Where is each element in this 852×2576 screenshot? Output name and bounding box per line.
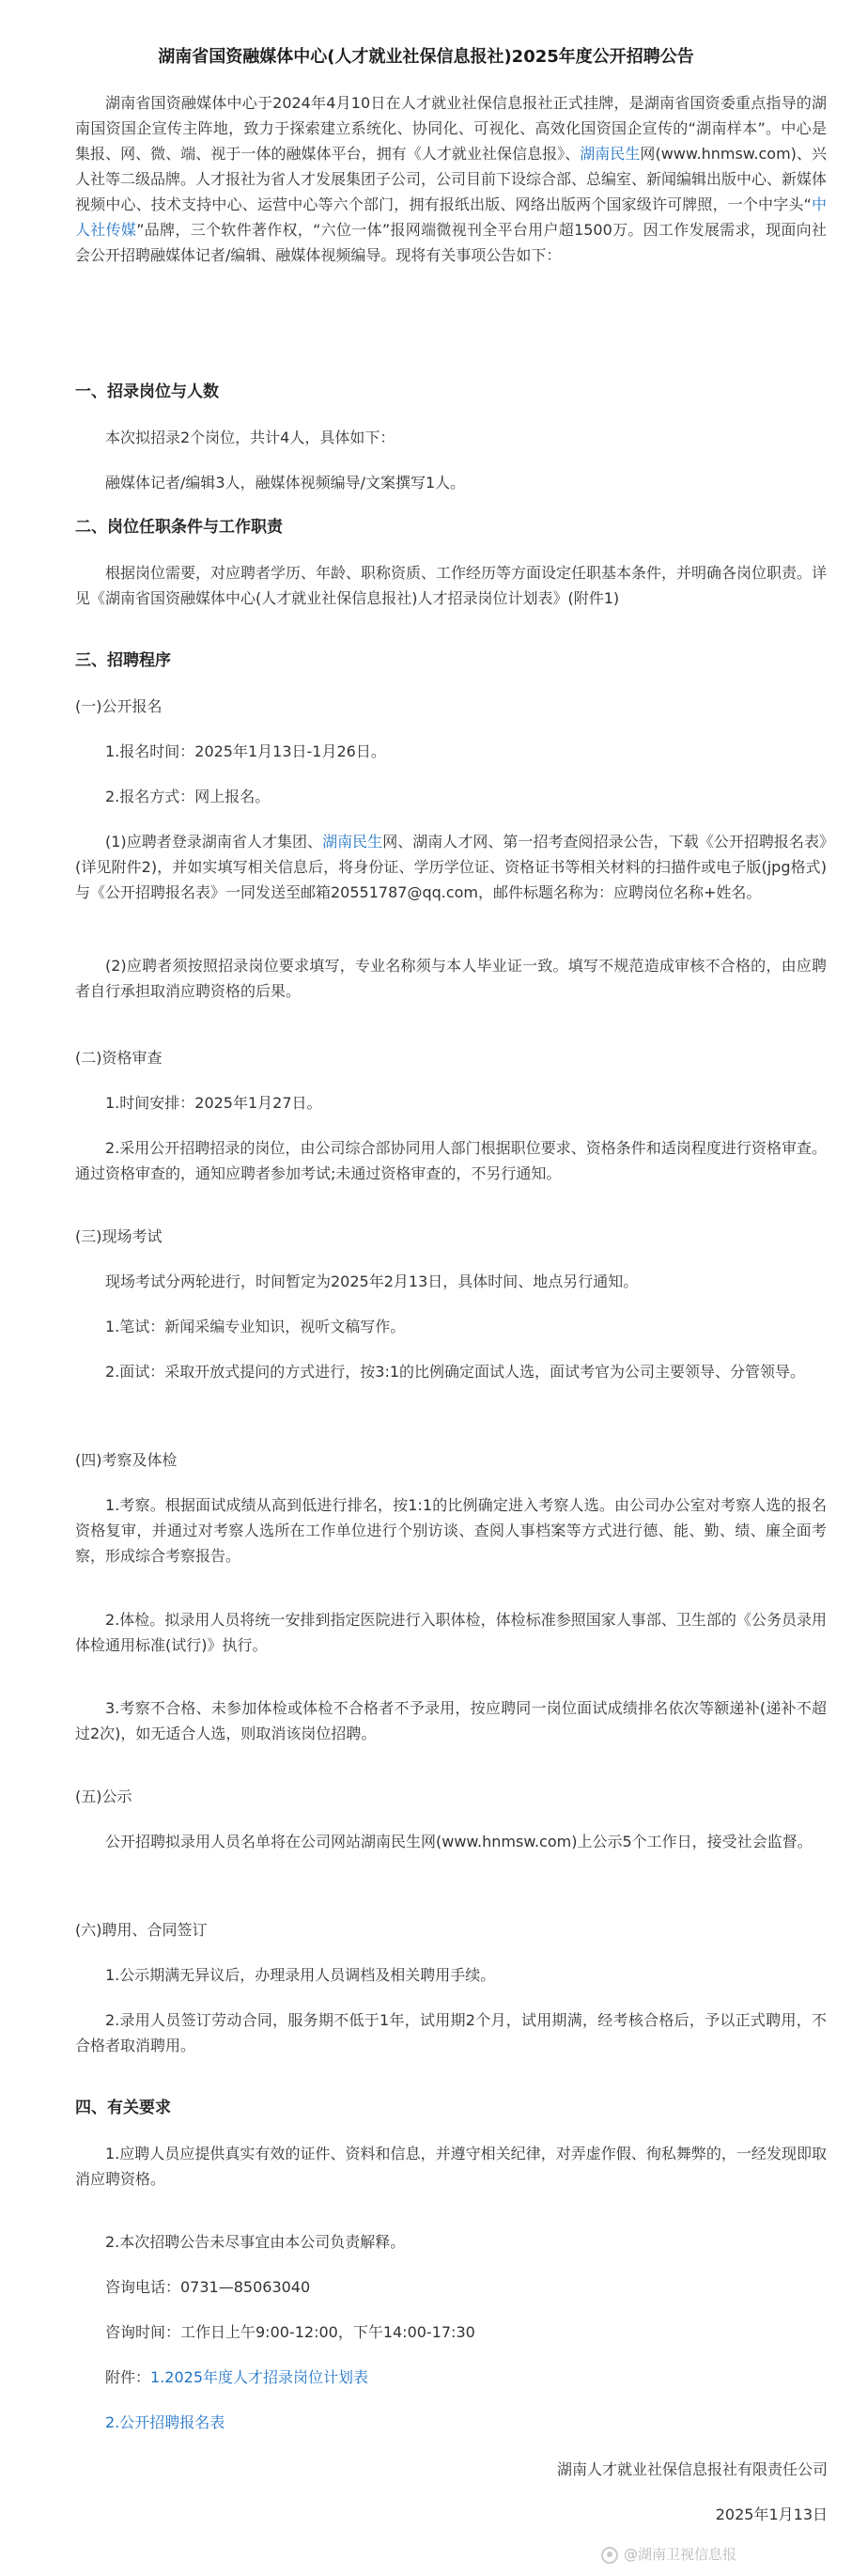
section-3-heading: 三、招聘程序 <box>75 651 171 670</box>
s3-sub5-heading: (五)公示 <box>75 1788 132 1805</box>
s3-sub4-heading: (四)考察及体检 <box>75 1451 178 1469</box>
section-4-heading: 四、有关要求 <box>75 2099 171 2117</box>
attachment-2-line <box>105 2410 225 2435</box>
s4-line-phone: 咨询电话：0731—85063040 <box>105 2278 311 2296</box>
page-title: 湖南省国资融媒体中心(人才就业社保信息报社)2025年度公开招聘公告 <box>158 47 694 67</box>
s3-sub1-line-1: 1.报名时间：2025年1月13日-1月26日。 <box>105 742 386 760</box>
signature-org: 湖南人才就业社保信息报社有限责任公司 <box>556 2460 828 2478</box>
s3-sub3-heading: (三)现场考试 <box>75 1227 163 1245</box>
s4-paragraph-1: 1.应聘人员应提供真实有效的证件、资料和信息，并遵守相关纪律，对弄虚作假、徇私舞弊的，一经发现即取消应聘资格。 <box>75 2145 827 2188</box>
s3-sub3-line-0: 现场考试分两轮进行，时间暂定为2025年2月13日，具体时间、地点另行通知。 <box>105 1272 639 1290</box>
weibo-icon <box>601 2547 618 2564</box>
attachments-line <box>105 2365 368 2390</box>
s3-sub4-paragraph-1: 1.考察。根据面试成绩从高到低进行排名，按1:1的比例确定进入考察人选。由公司办公室对考察人选的报名资格复审，并通过对考察人选所在工作单位进行个别访谈、查阅人事档案等方式进行德、能、勤、绩、廉全面考察，形成综合考察报告。 <box>75 1496 827 1565</box>
s3-sub2-paragraph-2: 2.采用公开招聘招录的岗位，由公司综合部协同用人部门根据职位要求、资格条件和适岗程度进行资格审查。通过资格审查的，通知应聘者参加考试;未通过资格审查的，不另行通知。 <box>75 1139 827 1182</box>
s3-sub1-p1-text-a: (1)应聘者登录湖南省人才集团、 <box>105 833 323 851</box>
s3-sub3-paragraph-2: 2.面试：采取开放式提问的方式进行，按3:1的比例确定面试人选，面试考官为公司主要领导、分管领导。 <box>105 1363 806 1381</box>
s3-sub6-line-1: 1.公示期满无异议后，办理录用人员调档及相关聘用手续。 <box>105 1966 496 1984</box>
hunan-minsheng-link-2[interactable]: 湖南民生 <box>322 833 383 851</box>
s3-sub4-paragraph-2: 2.体检。拟录用人员将统一安排到指定医院进行入职体检，体检标准参照国家人事部、卫生部的《公务员录用体检通用标准(试行)》执行。 <box>75 1611 827 1654</box>
s3-sub4-paragraph-3: 3.考察不合格、未参加体检或体检不合格者不予录用，按应聘同一岗位面试成绩排名依次等额递补(递补不超过2次)，如无适合人选，则取消该岗位招聘。 <box>75 1699 827 1742</box>
watermark-text: @湖南卫视信息报 <box>624 2546 737 2563</box>
s3-sub2-heading: (二)资格审查 <box>75 1049 163 1067</box>
s3-sub6-paragraph-2: 2.录用人员签订劳动合同，服务期不低于1年，试用期2个月，试用期满，经考核合格后，予以正式聘用，不合格者取消聘用。 <box>75 2011 827 2054</box>
s4-line-2: 2.本次招聘公告未尽事宜由本公司负责解释。 <box>105 2233 406 2251</box>
hunan-minsheng-link[interactable]: 湖南民生 <box>580 145 641 163</box>
s3-sub6-heading: (六)聘用、合同签订 <box>75 1921 208 1939</box>
section-1-heading: 一、招录岗位与人数 <box>75 382 219 401</box>
attachment-2-link[interactable]: 2.公开招聘报名表 <box>105 2413 225 2431</box>
intro-paragraph <box>75 90 827 268</box>
s4-line-hours: 咨询时间：工作日上午9:00-12:00，下午14:00-17:30 <box>105 2323 475 2341</box>
s3-sub5-paragraph: 公开招聘拟录用人员名单将在公司网站湖南民生网(www.hnmsw.com)上公示5个工作日，接受社会监督。 <box>105 1833 813 1850</box>
attachments-label: 附件： <box>105 2368 151 2386</box>
s3-sub1-heading: (一)公开报名 <box>75 697 163 715</box>
section-2-heading: 二、岗位任职条件与工作职责 <box>75 518 283 537</box>
signature-date: 2025年1月13日 <box>715 2506 828 2523</box>
attachment-1-link[interactable]: 1.2025年度人才招录岗位计划表 <box>150 2368 369 2386</box>
s1-line-1: 本次拟招录2个岗位，共计4人，具体如下： <box>105 429 395 446</box>
s2-paragraph: 根据岗位需要，对应聘者学历、年龄、职称资质、工作经历等方面设定任职基本条件，并明确各岗位职责。详见《湖南省国资融媒体中心(人才就业社保信息报社)人才招录岗位计划表》(附件1) <box>75 564 828 607</box>
s3-sub1-p1-text-b: 网、湖南人才网、第一招考查阅招录公告，下载《公开招聘报名表》(详见附件2)，并如实填写相关信息后，将身份证、学历学位证、资格证书等相关材料的扫描件或电子版(jpg格式)与《公开招聘报名表》一同发送至邮箱20551787@qq.com，邮件标题名称为：应聘岗位名称+姓名。 <box>75 833 827 901</box>
intro-text-1: 湖南省国资融媒体中心于2024年4月10日在人才就业社保信息报社正式挂牌，是湖南省国资委重点指导的湖南国资国企宣传主阵地，致力于探索建立系统化、协同化、可视化、高效化国资国企宣传的“湖南样本”。中心是集报、网、微、端、视于一体的融媒体平台，拥有《人才就业社保信息报》、 <box>75 94 827 163</box>
intro-text-2: 网(www.hnmsw.com)、兴人社等二级品牌。人才报社为省人才发展集团子公司，公司目前下设综合部、总编室、新闻编辑出版中心、新媒体视频中心、技术支持中心、运营中心等六个部门，拥有报纸出版、网络出版两个国家级许可牌照，一个中字头“ <box>75 145 828 213</box>
zhongrenshe-media-link[interactable]: 中人社传媒 <box>75 195 827 239</box>
s3-sub1-paragraph-1 <box>75 829 827 905</box>
s3-sub2-line-1: 1.时间安排：2025年1月27日。 <box>105 1094 322 1112</box>
s3-sub3-line-1: 1.笔试：新闻采编专业知识，视听文稿写作。 <box>105 1318 406 1335</box>
watermark <box>601 2544 736 2564</box>
s3-sub1-line-2: 2.报名方式：网上报名。 <box>105 788 271 805</box>
s3-sub1-paragraph-2: (2)应聘者须按照招录岗位要求填写，专业名称须与本人毕业证一致。填写不规范造成审核不合格的，由应聘者自行承担取消应聘资格的后果。 <box>75 957 827 1000</box>
s1-line-2: 融媒体记者/编辑3人，融媒体视频编导/文案撰写1人。 <box>105 474 466 492</box>
intro-text-3: ”品牌，三个软件著作权，“六位一体”报网端微视刊全平台用户超1500万。因工作发展需求，现面向社会公开招聘融媒体记者/编辑、融媒体视频编导。现将有关事项公告如下： <box>75 221 827 264</box>
